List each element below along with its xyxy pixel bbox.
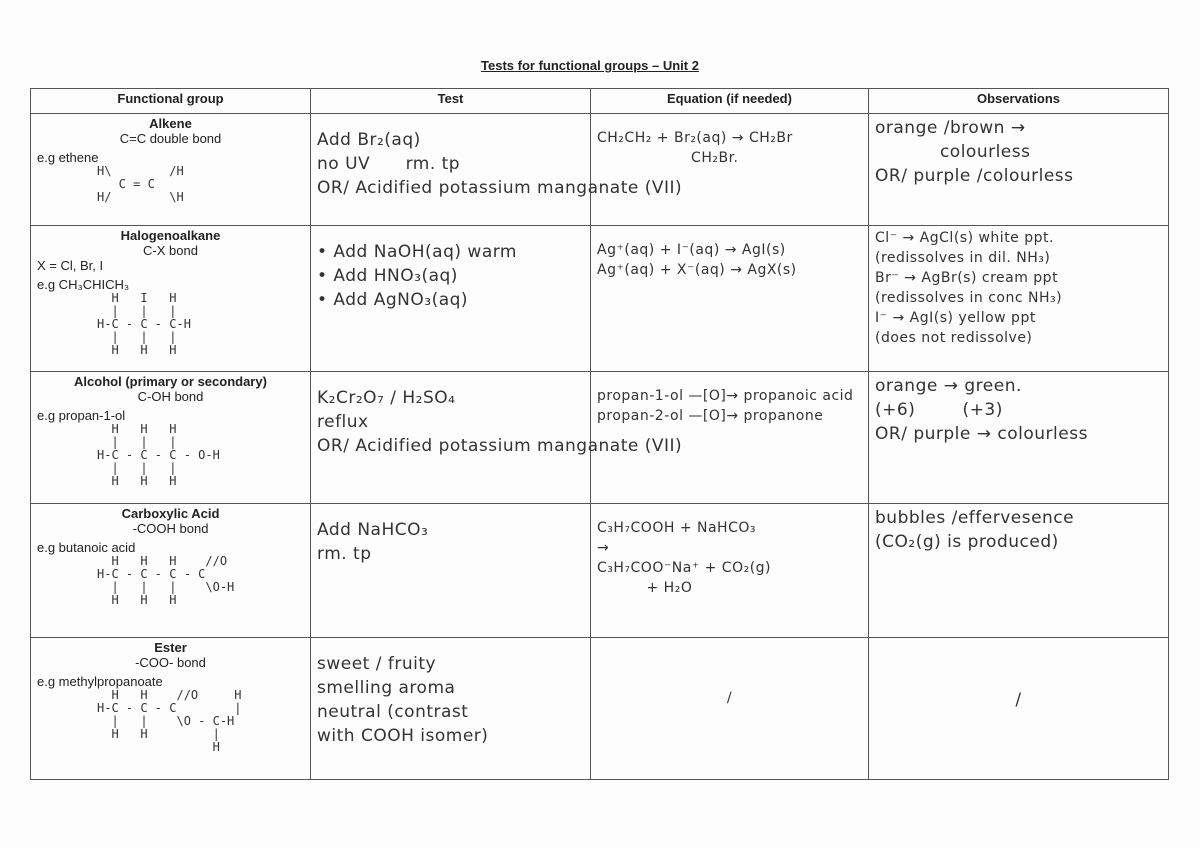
handwritten-line: propan-1-ol —[O]→ propanoic acid	[597, 388, 854, 404]
test-cell	[311, 226, 591, 372]
group-name: Ester	[154, 640, 187, 655]
handwritten-line: + H₂O	[597, 580, 693, 596]
handwritten-line: propan-2-ol —[O]→ propanone	[597, 408, 824, 424]
header-observations: Observations	[869, 89, 1169, 114]
observations-cell	[869, 226, 1169, 372]
handwritten-line: /	[726, 690, 733, 706]
handwritten-line: with COOH isomer)	[317, 726, 489, 746]
test-cell	[311, 638, 591, 780]
structural-formula: H H H | | | H-C - C - C - O-H | | | H H H	[97, 422, 220, 488]
handwritten-line: • Add AgNO₃(aq)	[317, 290, 469, 310]
table-row	[31, 638, 1169, 780]
handwritten-line: neutral (contrast	[317, 702, 469, 722]
header-test: Test	[311, 89, 591, 114]
equation-cell	[591, 504, 869, 638]
page-title: Tests for functional groups – Unit 2	[481, 58, 699, 73]
functional-group-cell	[31, 504, 311, 638]
handwritten-line: • Add NaOH(aq) warm	[317, 242, 517, 262]
handwritten-line: OR/ purple /colourless	[875, 166, 1074, 186]
handwritten-line: CH₂CH₂ + Br₂(aq) → CH₂Br	[597, 130, 793, 146]
group-bond: C-OH bond	[137, 389, 204, 404]
handwritten-line: orange → green.	[875, 376, 1022, 396]
handwritten-line: K₂Cr₂O₇ / H₂SO₄	[317, 388, 456, 408]
handwritten-line: C₃H₇COOH + NaHCO₃	[597, 520, 756, 536]
group-name: Alkene	[149, 116, 192, 131]
observations-cell	[869, 638, 1169, 780]
table-row	[31, 114, 1169, 226]
group-name: Halogenoalkane	[120, 228, 221, 243]
handwritten-line: /	[1015, 690, 1022, 710]
group-name: Carboxylic Acid	[121, 506, 220, 521]
handwritten-line: orange /brown →	[875, 118, 1026, 138]
example-label: e.g butanoic acid	[37, 540, 136, 555]
handwritten-line: rm. tp	[317, 544, 372, 564]
functional-group-cell	[31, 114, 311, 226]
equation-cell	[591, 114, 869, 226]
group-note: X = Cl, Br, I	[37, 258, 104, 273]
handwritten-line: OR/ Acidified potassium manganate (VII)	[317, 178, 683, 198]
group-bond: C-X bond	[143, 243, 198, 258]
handwritten-line: sweet / fruity	[317, 654, 437, 674]
handwritten-line: smelling aroma	[317, 678, 456, 698]
observations-cell	[869, 504, 1169, 638]
handwritten-line: reflux	[317, 412, 369, 432]
functional-group-cell	[31, 638, 311, 780]
functional-groups-table	[30, 88, 1169, 780]
structural-formula: H I H | | | H-C - C - C-H | | | H H H	[97, 291, 191, 357]
group-name: Alcohol (primary or secondary)	[74, 374, 267, 389]
table-row	[31, 504, 1169, 638]
group-bond: -COOH bond	[132, 521, 209, 536]
handwritten-line: C₃H₇COO⁻Na⁺ + CO₂(g)	[597, 560, 772, 576]
test-cell	[311, 504, 591, 638]
handwritten-line: I⁻ → AgI(s) yellow ppt	[875, 310, 1036, 326]
example-label: e.g propan-1-ol	[37, 408, 126, 423]
functional-group-cell	[31, 372, 311, 504]
handwritten-line: (does not redissolve)	[875, 330, 1033, 346]
equation-cell	[591, 638, 869, 780]
example-label: e.g methylpropanoate	[37, 674, 163, 689]
handwritten-line: CH₂Br.	[597, 150, 739, 166]
header-functional-group: Functional group	[31, 89, 311, 114]
handwritten-line: Add Br₂(aq)	[317, 130, 421, 150]
handwritten-line: Add NaHCO₃	[317, 520, 429, 540]
handwritten-line: Cl⁻ → AgCl(s) white ppt.	[875, 230, 1054, 246]
handwritten-line: no UV rm. tp	[317, 154, 461, 174]
handwritten-line: Ag⁺(aq) + X⁻(aq) → AgX(s)	[597, 262, 797, 278]
handwritten-line: bubbles /effervesence	[875, 508, 1075, 528]
table-row	[31, 226, 1169, 372]
handwritten-line: OR/ purple → colourless	[875, 424, 1088, 444]
handwritten-line: • Add HNO₃(aq)	[317, 266, 458, 286]
handwritten-line: (+6) (+3)	[875, 400, 1003, 420]
handwritten-line: (redissolves in dil. NH₃)	[875, 250, 1051, 266]
handwritten-line: (CO₂(g) is produced)	[875, 532, 1059, 552]
functional-group-cell	[31, 226, 311, 372]
test-cell	[311, 372, 683, 504]
handwritten-line: OR/ Acidified potassium manganate (VII)	[317, 436, 683, 456]
observations-cell	[869, 372, 1169, 504]
observations-cell	[869, 114, 1169, 226]
structural-formula: H H H //O H-C - C - C - C | | | \O-H H H H	[97, 554, 235, 607]
equation-cell	[591, 226, 869, 372]
structural-formula: H H //O H H-C - C - C | | | \O - C-H H H | H	[97, 688, 242, 754]
example-label: e.g CH₃CHICH₃	[37, 277, 130, 292]
table-row	[31, 372, 1169, 504]
header-equation: Equation (if needed)	[591, 89, 869, 114]
table-header-row	[31, 89, 1169, 114]
group-bond: -COO- bond	[135, 655, 206, 670]
example-label: e.g ethene	[37, 150, 99, 165]
handwritten-line: (redissolves in conc NH₃)	[875, 290, 1063, 306]
handwritten-line: Ag⁺(aq) + I⁻(aq) → AgI(s)	[597, 242, 786, 258]
handwritten-line: Br⁻ → AgBr(s) cream ppt	[875, 270, 1059, 286]
handwritten-line: →	[597, 540, 610, 556]
group-bond: C=C double bond	[119, 131, 222, 146]
handwritten-line: colourless	[875, 142, 1031, 162]
structural-formula: H\ /H C = C H/ \H	[97, 164, 184, 204]
